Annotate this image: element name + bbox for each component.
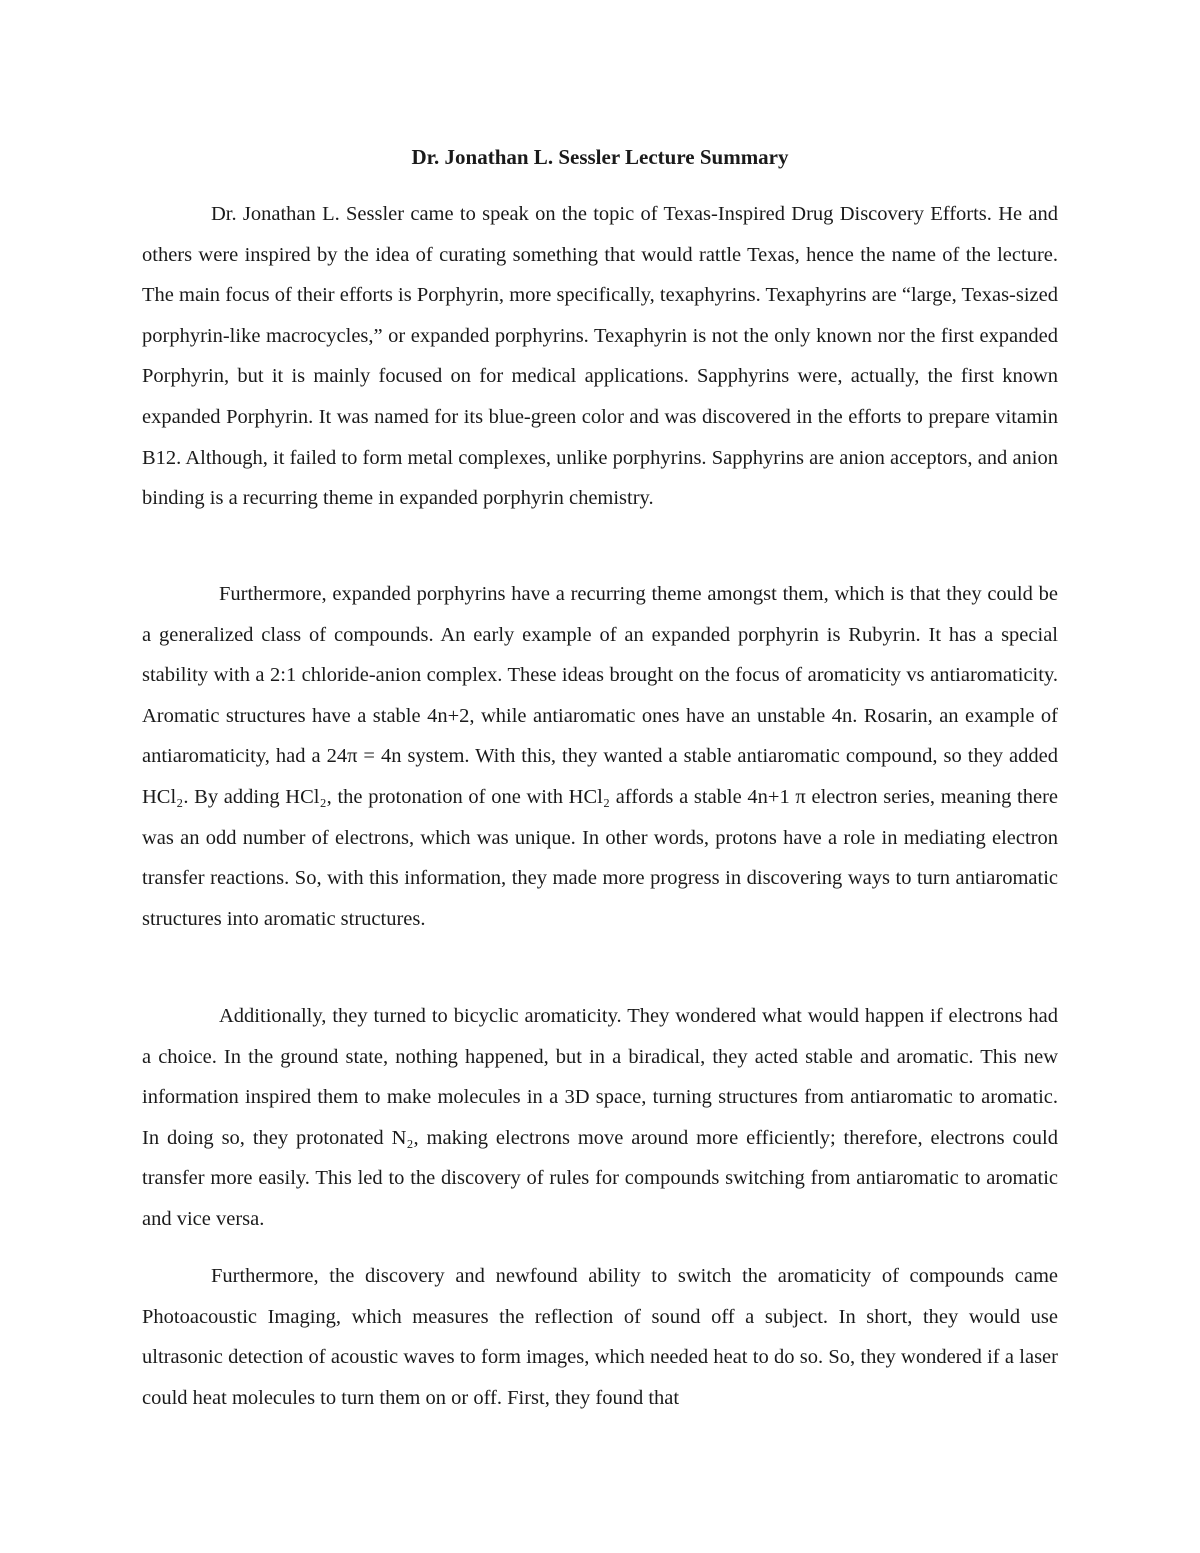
paragraph-photoacoustic: Furthermore, the discovery and newfound ability to switch the aromaticity of compounds came Photoacoustic Imaging, which measures the reflection of sound off a subject. In short, they would use ultrasonic detection of acoustic waves to form images, which needed heat to do so. So, they wondered if a laser could heat molecules to turn them on or off. First, they found that bbox=[142, 1265, 1058, 1409]
paragraph-intro: Dr. Jonathan L. Sessler came to speak on the topic of Texas-Inspired Drug Discovery Efforts. He and others were inspired by the idea of curating something that would rattle Texas, hence the name of the lecture. The main focus of their efforts is Porphyrin, more specifically, texaphyrins. Texaphyrins are “large, Texas-sized porphyrin-like macrocycles,” or expanded porphyrins. Texaphyrin is not the only known nor the first expanded Porphyrin, but it is mainly focused on for medical applications. Sapphyrins were, actually, the first known expanded Porphyrin. It was named for its blue-green color and was discovered in the efforts to prepare vitamin B12. Although, it failed to form metal complexes, unlike porphyrins. Sapphyrins are anion acceptors, and anion binding is a recurring theme in expanded porphyrin chemistry. bbox=[142, 203, 1058, 510]
paragraph-aromaticity: Furthermore, expanded porphyrins have a recurring theme amongst them, which is that they could be a generalized class of compounds. An early example of an expanded porphyrin is Rubyrin. It has a special stability with a 2:1 chloride-anion complex. These ideas brought on the focus of aromaticity vs antiaromaticity. Aromatic structures have a stable 4n+2, while antiaromatic ones have an unstable 4n. Rosarin, an example of antiaromaticity, had a 24π = 4n system. With this, they wanted a stable antiaromatic compound, so they added HCl₂. By adding HCl₂, the protonation of one with HCl₂ affords a stable 4n+1 π electron series, meaning there was an odd number of electrons, which was unique. In other words, protons have a role in mediating electron transfer reactions. So, with this information, they made more progress in discovering ways to turn antiaromatic structures into aromatic structures. bbox=[142, 583, 1058, 930]
page-title: Dr. Jonathan L. Sessler Lecture Summary bbox=[411, 145, 789, 169]
paragraph-bicyclic: Additionally, they turned to bicyclic aromaticity. They wondered what would happen if electrons had a choice. In the ground state, nothing happened, but in a biradical, they acted stable and aromatic. This new information inspired them to make molecules in a 3D space, turning structures from antiaromatic to aromatic. In doing so, they protonated N₂, making electrons move around more efficiently; therefore, electrons could transfer more easily. This led to the discovery of rules for compounds switching from antiaromatic to aromatic and vice versa. bbox=[142, 1005, 1058, 1230]
